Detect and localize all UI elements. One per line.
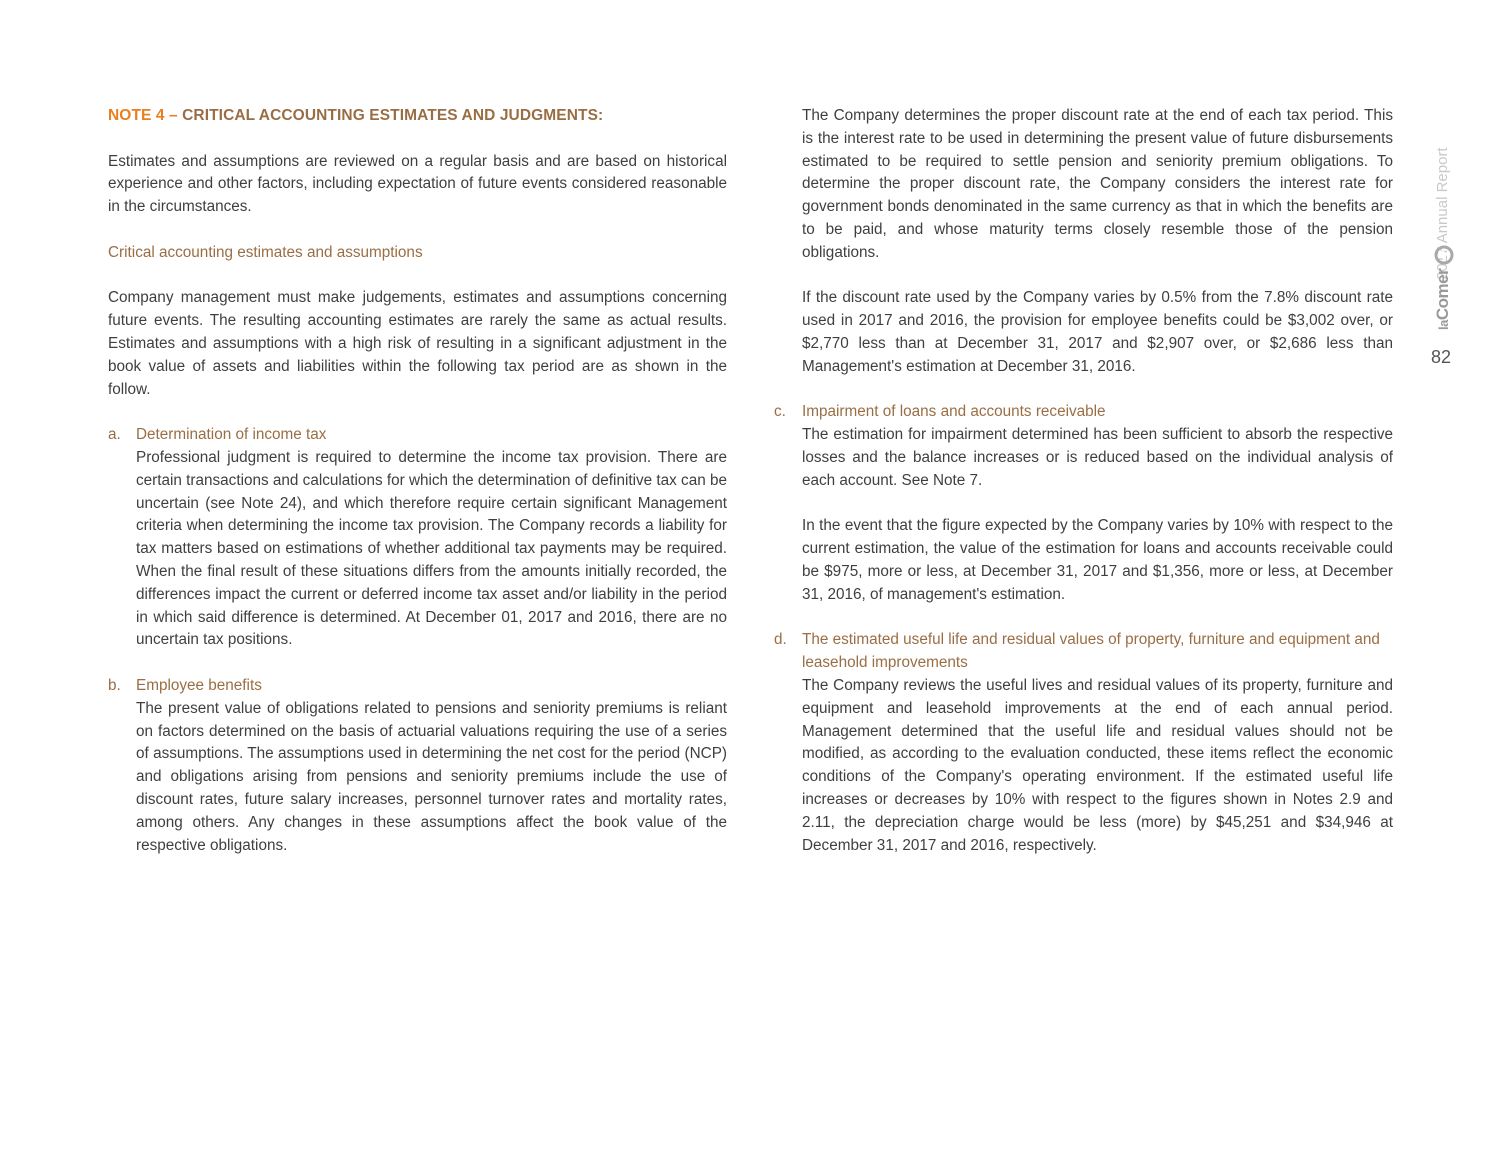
logo-prefix: la <box>1436 320 1451 330</box>
item-d-title: The estimated useful life and residual values of property, furniture and equipment and leasehold improvements <box>802 631 1380 672</box>
item-d-body: The Company reviews the useful lives and residual values of its property, furniture and equipment and leasehold improvements at the end of each annual period. Management determined that the useful life and residual values should not be modified, as according to the evaluation conducted, these items reflect the economic conditions of the Company's operating environment. If the estimated useful life increases or decreases by 10% with respect to the figures shown in Notes 2.9 and 2.11, the depreciation charge would be less (more) by $45,251 and $34,946 at December 31, 2017 and 2016, respectively. <box>802 676 1393 854</box>
intro-paragraph: Estimates and assumptions are reviewed on a regular basis and are based on historical experience and other factors, including expectation of future events considered reasonable in the circumstances. <box>108 152 727 216</box>
item-b-continued-1: The Company determines the proper discount rate at the end of each tax period. This is the interest rate to be used in determining the present value of future disbursements estimated to be required to settle pension and seniority premium obligations. To determine the proper discount rate, the Company considers the interest rate for government bonds denominated in the same currency as that in which the benefits are to be paid, and whose maturity terms closely resemble those of the pension obligations. <box>802 107 1393 261</box>
item-d <box>774 629 1393 857</box>
item-c-letter: c. <box>774 403 786 421</box>
logo-name: Comer <box>1433 268 1452 321</box>
item-c-body-2: In the event that the figure expected by the Company varies by 10% with respect to the current estimation, the value of the estimation for loans and accounts receivable could be $975, more or less, at December 31, 2017 and $1,356, more or less, at December 31, 2016, of management's estimation. <box>802 517 1393 603</box>
item-a-body: Professional judgment is required to determine the income tax provision. There are certain transactions and calculations for which the determination of definitive tax can be uncertain (see Note 24), and which therefore require certain significant Management criteria when determining the income tax provision. The Company records a liability for tax matters based on estimations of whether additional tax payments may be required. When the final result of these situations differs from the amounts initially recorded, the differences impact the current or deferred income tax asset and/or liability in the period in which said difference is determined. At December 01, 2017 and 2016, there are no uncertain tax positions. <box>136 448 727 649</box>
note-title <box>108 105 727 128</box>
note-title-text: CRITICAL ACCOUNTING ESTIMATES AND JUDGMENTS: <box>177 107 604 124</box>
right-column <box>774 105 1393 857</box>
item-b-title: Employee benefits <box>136 676 262 694</box>
item-b-body: The present value of obligations related to pensions and seniority premiums is reliant on factors determined on the basis of actuarial valuations requiring the use of a series of assumptions. The assumptions used in determining the net cost for the period (NCP) and obligations arising from pensions and seniority premiums include the use of discount rates, future salary increases, personnel turnover rates and mortality rates, among others. Any changes in these assumptions affect the book value of the respective obligations. <box>136 699 727 854</box>
note-number: NOTE 4 – <box>108 107 178 124</box>
critical-estimates-paragraph: Company management must make judgements, estimates and assumptions concerning future events. The resulting accounting estimates are rarely the same as actual results. Estimates and assumptions with a high risk of resulting in a significant adjustment in the book value of assets and liabilities within the following tax period are as shown in the follow. <box>108 289 727 398</box>
item-b <box>108 675 727 857</box>
item-b-continued <box>774 105 1393 379</box>
left-column <box>108 105 727 857</box>
critical-estimates-heading: Critical accounting estimates and assumptions <box>108 243 423 261</box>
item-b-letter: b. <box>108 676 121 694</box>
item-b-continued-2: If the discount rate used by the Company varies by 0.5% from the 7.8% discount rate used in 2017 and 2016, the provision for employee benefits could be $3,002 over, or $2,770 less than at December 31, 2017 and $2,907 over, or $2,686 less than Management's estimation at December 31, 2016. <box>802 289 1393 375</box>
page-number: 82 <box>1431 347 1452 367</box>
item-a <box>108 424 727 652</box>
item-d-letter: d. <box>774 631 787 649</box>
item-c <box>774 401 1393 606</box>
report-title: 2017 Annual Report <box>1434 147 1451 280</box>
item-c-title: Impairment of loans and accounts receivable <box>802 403 1106 421</box>
logo-swirl-icon <box>1434 245 1454 265</box>
item-a-letter: a. <box>108 426 121 444</box>
page-sidebar <box>1430 60 1456 370</box>
lacomer-logo <box>1433 245 1454 330</box>
item-c-body: The estimation for impairment determined has been sufficient to absorb the respective losses and the balance increases or is reduced based on the individual analysis of each account. See Note 7. <box>802 426 1393 489</box>
item-a-title: Determination of income tax <box>136 426 327 444</box>
